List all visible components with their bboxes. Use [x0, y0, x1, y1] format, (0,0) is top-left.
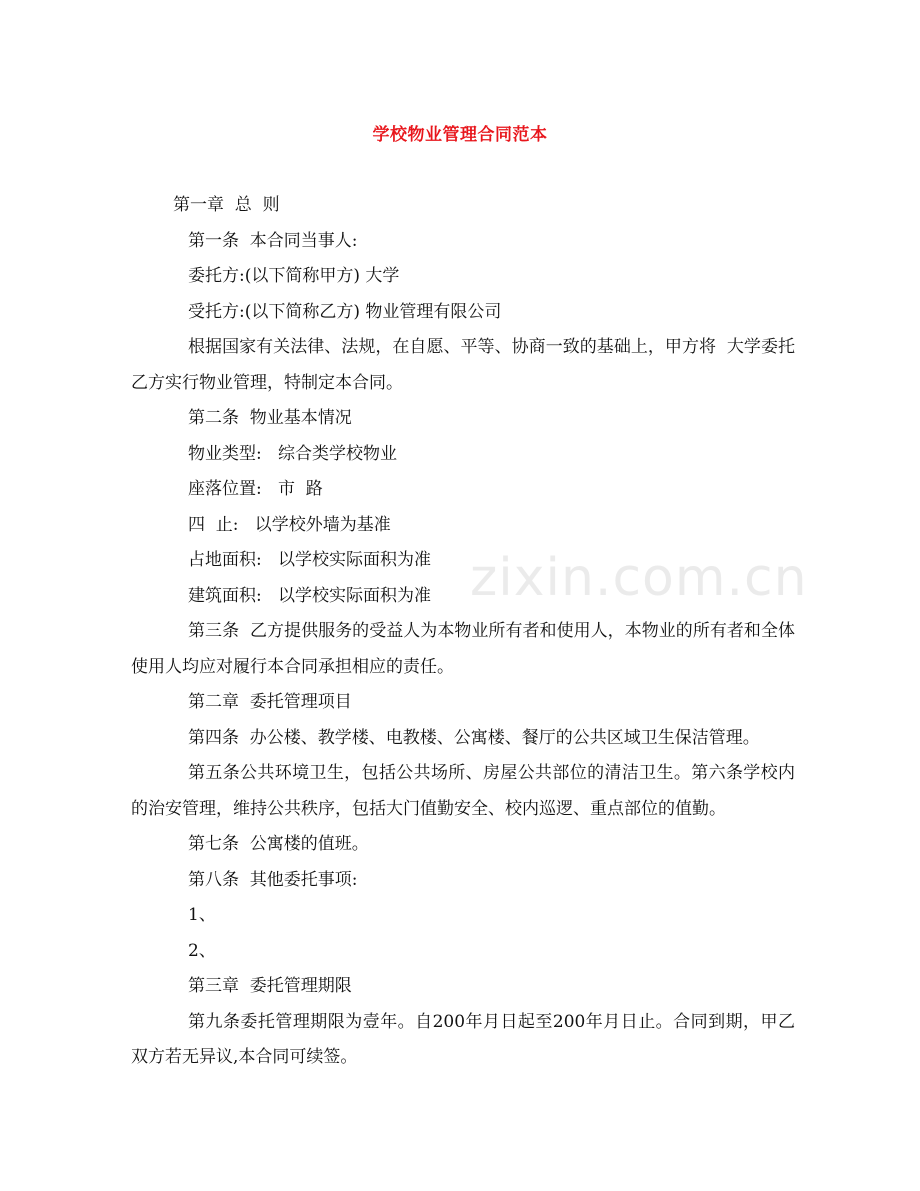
property-field: 座落位置: 市 路: [188, 479, 323, 499]
body-paragraph: 根据国家有关法律、法规，在自愿、平等、协商一致的基础上，甲方将 大学委托乙方实行物业管理，特制定本合同。: [131, 337, 795, 393]
watermark: zixin.com.cn: [470, 548, 808, 608]
article-paragraph: 第五条公共环境卫生，包括公共场所、房屋公共部位的清洁卫生。第六条学校内的治安管理，维持公共秩序，包括大门值勤安全、校内巡逻、重点部位的值勤。: [131, 763, 795, 819]
article-paragraph: 第八条 其他委托事项:: [188, 869, 358, 890]
chapter-heading: 第一章 总 则: [173, 195, 280, 215]
property-field: 占地面积: 以学校实际面积为准: [188, 550, 431, 570]
chapter-heading: 第三章 委托管理期限: [188, 976, 352, 996]
party-paragraph: 委托方:(以下简称甲方) 大学: [188, 266, 400, 286]
article-paragraph: 第三条 乙方提供服务的受益人为本物业所有者和使用人，本物业的所有者和全体使用人均应对履行本合同承担相应的责任。: [131, 621, 795, 677]
document-body: [131, 188, 795, 1076]
property-field: 四 止: 以学校外墙为基准: [188, 514, 391, 535]
property-field: 物业类型: 综合类学校物业: [188, 443, 397, 464]
list-item: 1、: [188, 905, 216, 925]
document-title: 学校物业管理合同范本: [372, 125, 548, 145]
article-paragraph: 第七条 公寓楼的值班。: [188, 834, 369, 854]
article-paragraph: 第二条 物业基本情况: [188, 408, 352, 428]
chapter-heading: 第二章 委托管理项目: [188, 692, 352, 712]
party-paragraph: 受托方:(以下简称乙方) 物业管理有限公司: [188, 301, 502, 322]
article-paragraph: 第一条 本合同当事人:: [188, 230, 358, 251]
article-paragraph: 第九条委托管理期限为壹年。自200年月日起至200年月日止。合同到期，甲乙双方若无异议,本合同可续签。: [131, 1011, 795, 1067]
property-field: 建筑面积: 以学校实际面积为准: [188, 585, 431, 606]
article-paragraph: 第四条 办公楼、教学楼、电教楼、公寓楼、餐厅的公共区域卫生保洁管理。: [188, 727, 760, 748]
list-item: 2、: [188, 940, 216, 961]
